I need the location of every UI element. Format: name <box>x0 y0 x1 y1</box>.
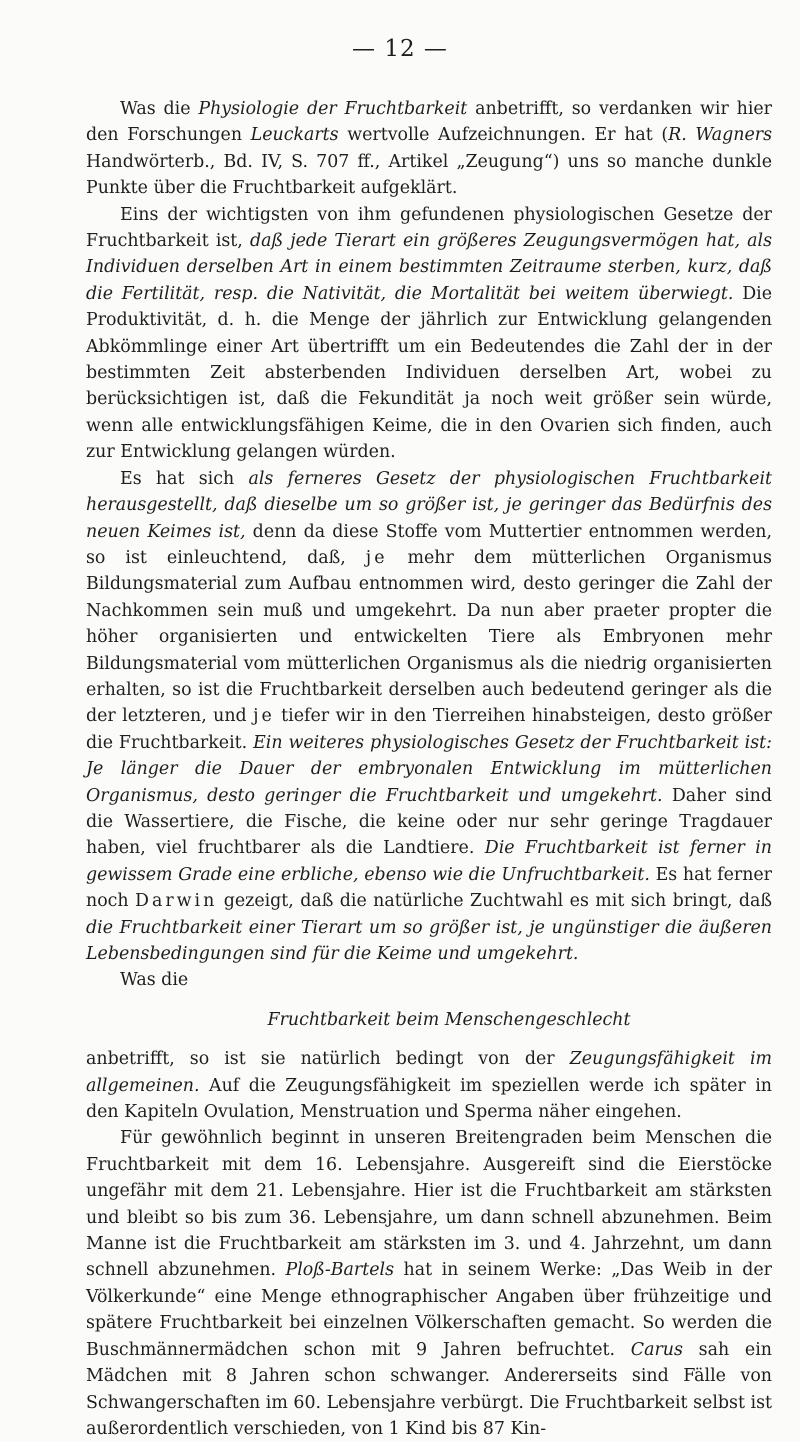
text-run: denn da diese Stoffe vom Muttertier entnommen werden, so ist einleuchtend, daß, <box>86 521 772 568</box>
body-text <box>86 96 772 1442</box>
text-run: mehr dem mütterlichen Organismus Bildungsmaterial zum Aufbau entnommen wird, desto geringer die Zahl der Nachkommen sein muß und umgekehrt. Da nun aber praeter propter die höher organisierten und entwickelten Tiere als Embryonen mehr Bildungsmaterial vom mütterlichen Organismus als die niedrig organisierten erhalten, so ist die Fruchtbarkeit derselben auch bedeutend geringer als die der letzteren, und <box>86 547 772 727</box>
emphasis: Zeugungsfähigkeit im allgemeinen. <box>86 1049 772 1096</box>
text-run: tiefer wir in den Tierreihen hinabsteigen, desto größer die Fruchtbarkeit. <box>86 706 772 753</box>
paragraph-was-die <box>86 967 772 993</box>
emphasis: daß jede Tierart ein größeres Zeugungsvermögen hat, als Individuen derselben Art in einem bestimmten Zeitraume sterben, kurz, daß die Fertilität, resp. die Nativität, die Mortalität bei weitem überwiegt. <box>86 231 772 304</box>
text-run: Die Produktivität, d. h. die Menge der jährlich zur Entwicklung gelangenden Abkömmlinge einer Art übertrifft um ein Bedeutendes die Zahl der in der bestimmten Zeit absterbenden Individuen derselben Art, wobei zu berücksichtigen ist, daß die Fekundität ja noch weit größer sein würde, wenn alle entwicklungsfähigen Keime, die in den Ovarien sich finden, auch zur Entwicklung gelangen würden. <box>86 283 772 463</box>
paragraph-law-1 <box>86 202 772 466</box>
section-heading <box>86 1007 772 1033</box>
text-run: anbetrifft, so ist sie natürlich bedingt von der <box>86 1049 570 1070</box>
text-run: hat in seinem Werke: „Das Weib in der Völkerkunde“ eine Menge ethnographischer Angaben über frühzeitige und spätere Fruchtbarkeit bei einzelnen Völkerschaften gemacht. So werden die Buschmännermädchen schon mit 9 Jahren befruchtet. <box>86 1260 772 1360</box>
emphasis: Ein weiteres physiologisches Gesetz der Fruchtbarkeit ist: Je länger die Dauer der embryonalen Entwicklung im mütterlichen Organismus, desto geringer die Fruchtbarkeit und umgekehrt. <box>86 732 773 806</box>
author-name: R. Wagners <box>668 125 773 146</box>
paragraph-lebensjahre <box>86 1125 772 1442</box>
spaced-word: je <box>253 706 275 727</box>
text-run: Daher sind die Wassertiere, die Fische, die keine oder nur sehr geringe Tragdauer haben, viel fruchtbarer als die Landtiere. <box>86 785 772 859</box>
emphasis: Physiologie der Fruchtbarkeit <box>198 99 468 119</box>
section-heading-text: Fruchtbarkeit beim Menschengeschlecht <box>267 1009 631 1030</box>
emphasis: Die Fruchtbarkeit ist ferner in gewissem Grade eine erbliche, ebenso wie die Unfruchtbarkeit. <box>86 838 772 885</box>
text-run: sah ein Mädchen mit 8 Jahren schon schwanger. Andererseits sind Fälle von Schwangerschaften im 60. Lebensjahre verbürgt. Die Fruchtbarkeit selbst ist außerordentlich verschieden, von 1 Kind bis 87 Kin- <box>86 1339 772 1439</box>
text-run: Für gewöhnlich beginnt in unseren Breitengraden beim Menschen die Fruchtbarkeit mit dem 16. Lebensjahre. Ausgereift sind die Eierstöcke ungefähr mit dem 21. Lebensjahre. Hier ist die Fruchtbarkeit am stärksten und bleibt so bis zum 36. Lebensjahre, um dann schnell abzunehmen. Beim Manne ist die Fruchtbarkeit am stärksten im 3. und 4. Jahrzehnt, um dann schnell abzunehmen. <box>86 1128 772 1281</box>
text-run: Eins der wichtigsten von ihm gefundenen physiologischen Gesetze der Fruchtbarkeit ist, <box>86 204 772 252</box>
author-name: Darwin <box>135 891 218 912</box>
emphasis: die Fruchtbarkeit einer Tierart um so größer ist, je ungünstiger die äußeren Lebensbedingungen sind für die Keime und umgekehrt. <box>86 917 772 964</box>
text-run: Auf die Zeugungsfähigkeit im speziellen werde ich später in den Kapiteln Ovulation, Menstruation und Sperma näher eingehen. <box>86 1075 772 1123</box>
spaced-word: je <box>365 547 388 568</box>
text-run: Handwörterb., Bd. IV, S. 707 ff., Artikel „Zeugung“) uns so manche dunkle Punkte über die Fruchtbarkeit aufgeklärt. <box>86 151 772 199</box>
author-name: Leuckarts <box>250 125 339 146</box>
paragraph-physiology <box>86 96 772 202</box>
text-run: anbetrifft, so verdanken wir hier den Forschungen <box>86 99 772 146</box>
text-run: wertvolle Aufzeichnungen. Er hat ( <box>338 125 669 146</box>
emphasis: als ferneres Gesetz der physiologischen Fruchtbarkeit herausgestellt, daß dieselbe um so größer ist, je geringer das Bedürfnis des neuen Keimes ist, <box>86 468 773 542</box>
paragraph-law-2 <box>86 466 772 968</box>
text-run: Es hat sich <box>120 468 249 489</box>
text-run: Es hat ferner noch <box>86 864 772 912</box>
paragraph-zeugungsfaehigkeit <box>86 1046 772 1125</box>
author-name: Carus <box>630 1339 683 1360</box>
text-run: Was die <box>120 99 199 119</box>
author-name: Ploß-Bartels <box>285 1260 395 1281</box>
text-run: gezeigt, daß die natürliche Zuchtwahl es mit sich bringt, daß <box>217 891 772 912</box>
text-run: Was die <box>120 970 189 991</box>
page-number: — 12 — <box>352 36 448 62</box>
